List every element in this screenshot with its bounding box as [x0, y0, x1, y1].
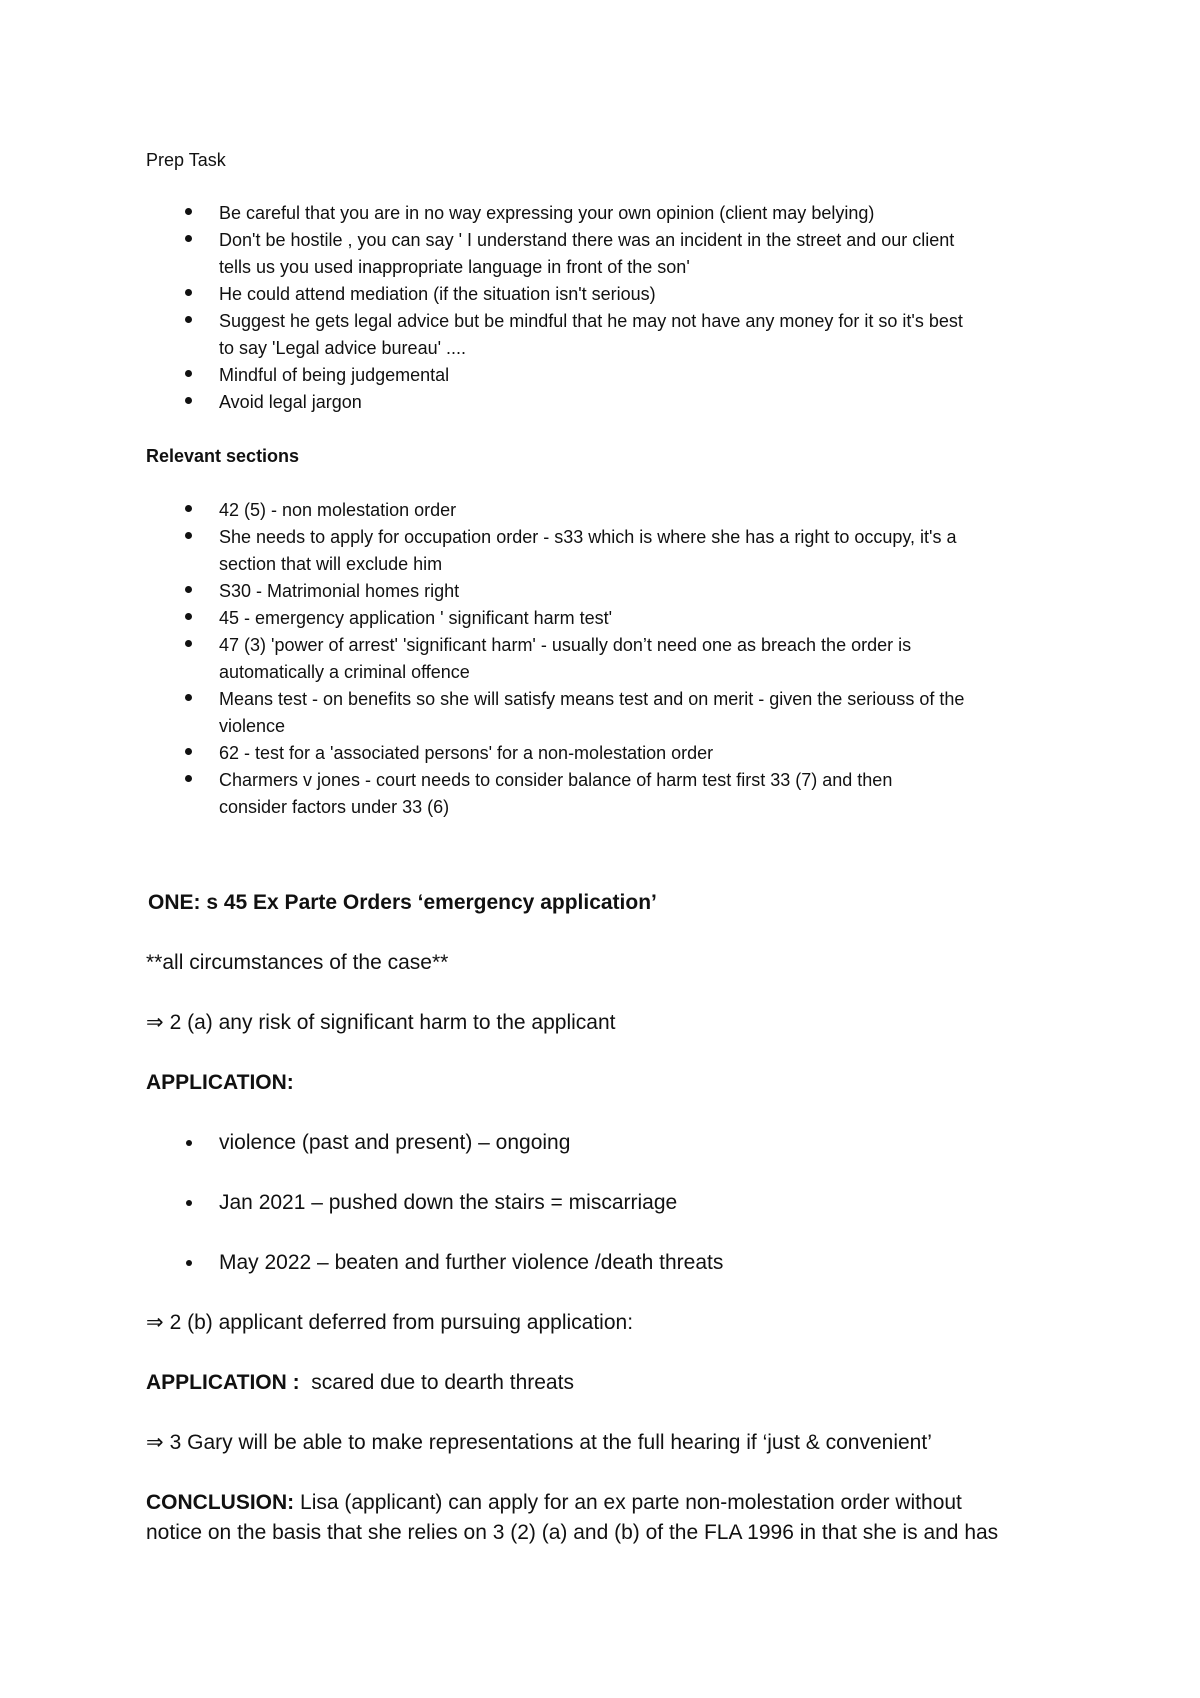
relevant-bullet-6-line-2: violence: [219, 716, 286, 736]
point-3: [146, 1428, 932, 1458]
conclusion-label: CONCLUSION:: [146, 1491, 295, 1514]
relevant-bullet-4: 45 - emergency application ' significant harm test': [219, 608, 613, 628]
section-one-heading: ONE: s 45 Ex Parte Orders ‘emergency application’: [148, 891, 657, 914]
application-bullet-1: violence (past and present) – ongoing: [219, 1131, 571, 1154]
relevant-bullet-8-line-1: Charmers v jones - court needs to consider balance of harm test first 33 (7) and then: [219, 770, 893, 790]
prep-bullet-5: Mindful of being judgemental: [219, 365, 450, 385]
relevant-bullet-5-line-1: 47 (3) 'power of arrest' 'significant harm' - usually don’t need one as breach the order is: [219, 635, 912, 655]
prep-bullet-1: Be careful that you are in no way expressing your own opinion (client may belying): [219, 203, 875, 223]
relevant-bullet-3: S30 - Matrimonial homes right: [219, 581, 460, 601]
conclusion-text-1: Lisa (applicant) can apply for an ex parte non-molestation order without: [300, 1491, 962, 1514]
point-2a: [146, 1008, 616, 1038]
point-3-text: 3 Gary will be able to make representations at the full hearing if ‘just & convenient’: [169, 1431, 932, 1454]
application-2-text: scared due to dearth threats: [311, 1371, 574, 1394]
prep-bullet-2-line-2: tells us you used inappropriate language in front of the son': [219, 257, 690, 277]
relevant-bullet-6-line-1: Means test - on benefits so she will satisfy means test and on merit - given the seriouss of the: [219, 689, 965, 709]
conclusion-line-2: notice on the basis that she relies on 3 (2) (a) and (b) of the FLA 1996 in that she is and has: [146, 1521, 999, 1544]
application-bullet-2: Jan 2021 – pushed down the stairs = miscarriage: [219, 1191, 678, 1214]
point-2a-text: 2 (a) any risk of significant harm to the applicant: [169, 1011, 616, 1034]
application-2: [146, 1368, 574, 1398]
circumstances-note: **all circumstances of the case**: [146, 951, 449, 974]
prep-bullet-2-line-1: Don't be hostile , you can say ' I understand there was an incident in the street and our client: [219, 230, 955, 250]
arrow-icon: ⇒: [146, 1011, 164, 1034]
prep-bullet-6: Avoid legal jargon: [219, 392, 362, 412]
relevant-bullet-2-line-2: section that will exclude him: [219, 554, 443, 574]
application-bullet-3: May 2022 – beaten and further violence /death threats: [219, 1251, 724, 1274]
arrow-icon: ⇒: [146, 1311, 164, 1334]
relevant-bullet-7: 62 - test for a 'associated persons' for a non-molestation order: [219, 743, 714, 763]
relevant-bullet-2-line-1: She needs to apply for occupation order - s33 which is where she has a right to occupy, it's a: [219, 527, 957, 547]
relevant-bullet-1: 42 (5) - non molestation order: [219, 500, 457, 520]
conclusion-line-1: [146, 1488, 962, 1518]
point-2b: [146, 1308, 633, 1338]
relevant-sections-heading: Relevant sections: [146, 446, 300, 466]
arrow-icon: ⇒: [146, 1431, 164, 1454]
prep-bullet-4-line-2: to say 'Legal advice bureau' ....: [219, 338, 467, 358]
prep-bullet-3: He could attend mediation (if the situation isn't serious): [219, 284, 656, 304]
application-label: APPLICATION:: [146, 1071, 294, 1094]
prep-bullet-4-line-1: Suggest he gets legal advice but be mindful that he may not have any money for it so it's best: [219, 311, 963, 331]
prep-task-title: Prep Task: [146, 150, 226, 170]
point-2b-text: 2 (b) applicant deferred from pursuing application:: [169, 1311, 634, 1334]
relevant-bullet-5-line-2: automatically a criminal offence: [219, 662, 470, 682]
application-2-label: APPLICATION :: [146, 1371, 300, 1394]
relevant-bullet-8-line-2: consider factors under 33 (6): [219, 797, 450, 817]
